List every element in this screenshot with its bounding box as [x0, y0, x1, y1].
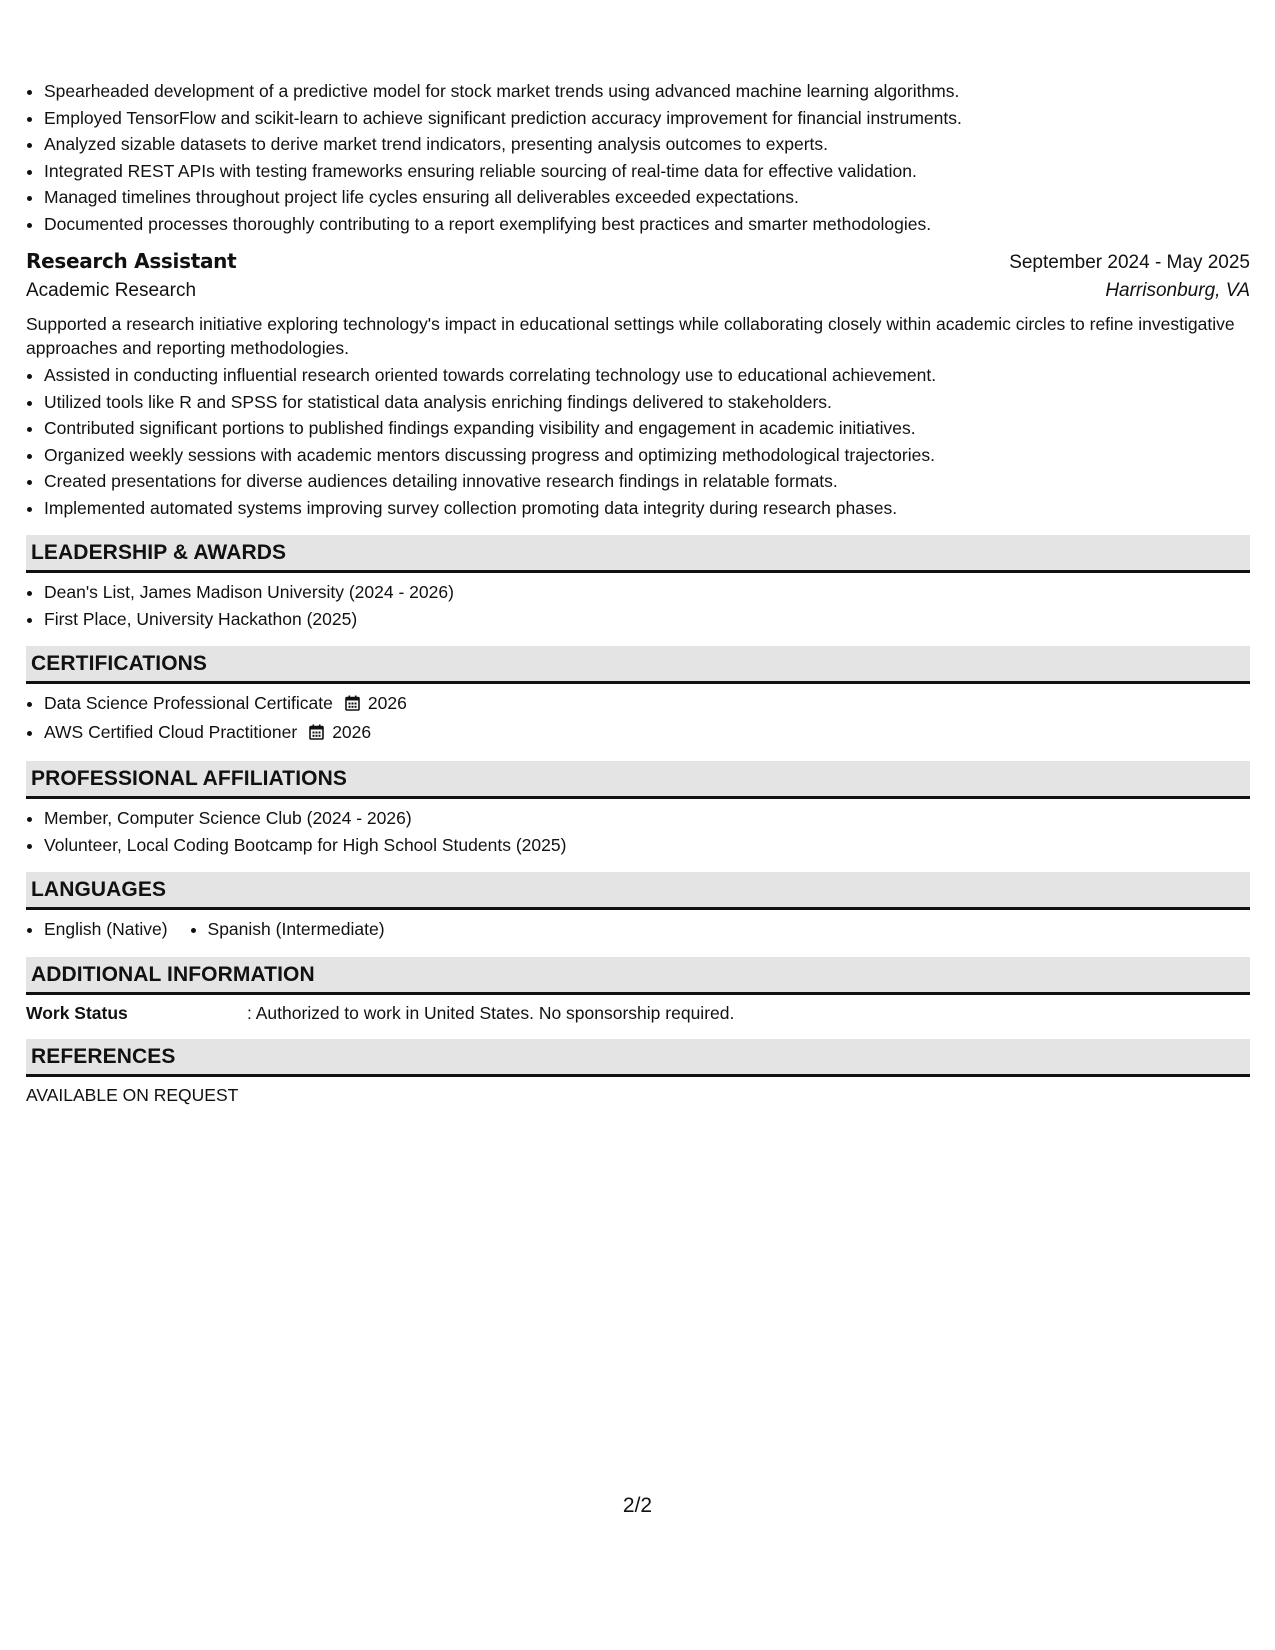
certification-name: AWS Certified Cloud Practitioner: [44, 721, 298, 742]
languages-list: [26, 916, 1250, 943]
list-item: [44, 719, 1250, 748]
job2-header: [26, 249, 1250, 274]
job2-bullet-list: [26, 362, 1250, 521]
certification-year: 2026: [332, 721, 372, 742]
job-location: Harrisonburg, VA: [1105, 280, 1250, 301]
job-title: Research Assistant: [26, 249, 237, 273]
list-item: • Integrated REST APIs with testing frameworks ensuring reliable sourcing of real-time data for effective validation.: [44, 158, 1250, 185]
calendar-icon: [309, 721, 324, 748]
list-item: • Spearheaded development of a predictive model for stock market trends using advanced machine learning algorithms.: [44, 78, 1250, 105]
leadership-list: [26, 579, 1250, 632]
list-item: • Dean's List, James Madison University (2024 - 2026): [44, 579, 1250, 606]
list-item: • Member, Computer Science Club (2024 - 2026): [44, 805, 1250, 832]
list-item: • Assisted in conducting influential research oriented towards correlating technology use to educational achievement.: [44, 362, 1250, 389]
section-heading-certifications: CERTIFICATIONS: [26, 646, 1250, 684]
section-heading-references: REFERENCES: [26, 1039, 1250, 1077]
list-item: • Utilized tools like R and SPSS for statistical data analysis enriching findings delivered to stakeholders.: [44, 389, 1250, 416]
job-dates: September 2024 - May 2025: [1009, 252, 1250, 273]
certification-year: 2026: [367, 693, 407, 713]
list-item: • Contributed significant portions to published findings expanding visibility and engagement in academic initiatives.: [44, 415, 1250, 442]
section-heading-affiliations: PROFESSIONAL AFFILIATIONS: [26, 761, 1250, 799]
job-description: Supported a research initiative exploring technology's impact in educational settings while collaborating closely within academic circles to refine investigative approaches and reporting methodologies.: [26, 314, 1235, 358]
list-item: • Created presentations for diverse audiences detailing innovative research findings in relatable formats.: [44, 468, 1250, 495]
section-heading-languages: LANGUAGES: [26, 872, 1250, 910]
affiliations-list: [26, 805, 1250, 858]
resume-page: [26, 78, 1250, 1107]
certifications-list: [26, 690, 1250, 747]
calendar-icon: [345, 692, 360, 719]
work-status-value: : Authorized to work in United States. No sponsorship required.: [247, 1002, 735, 1023]
section-heading-additional-info: ADDITIONAL INFORMATION: [26, 957, 1250, 995]
list-item: [44, 690, 1250, 719]
section-heading-leadership: LEADERSHIP & AWARDS: [26, 535, 1250, 573]
list-item: • Analyzed sizable datasets to derive market trend indicators, presenting analysis outcomes to experts.: [44, 131, 1250, 158]
list-item: • Spanish (Intermediate): [208, 916, 385, 943]
job-organization: Academic Research: [26, 280, 197, 301]
list-item: • Implemented automated systems improving survey collection promoting data integrity during research phases.: [44, 495, 1250, 522]
list-item: • Documented processes thoroughly contributing to a report exemplifying best practices and smarter methodologies.: [44, 211, 1250, 238]
work-status-label: Work Status: [26, 1002, 128, 1023]
page-number: 2/2: [622, 1494, 653, 1517]
certification-name: Data Science Professional Certificate: [44, 693, 333, 713]
list-item: • English (Native): [44, 916, 168, 943]
references-text: AVAILABLE ON REQUEST: [26, 1084, 239, 1105]
list-item: • Employed TensorFlow and scikit-learn to achieve significant prediction accuracy improvement for financial instruments.: [44, 105, 1250, 132]
list-item: • Managed timelines throughout project life cycles ensuring all deliverables exceeded expectations.: [44, 184, 1250, 211]
job2-subheader: [26, 280, 1250, 302]
job1-bullet-list: [26, 78, 1250, 237]
list-item: • Organized weekly sessions with academic mentors discussing progress and optimizing methodological trajectories.: [44, 442, 1250, 469]
list-item: • Volunteer, Local Coding Bootcamp for High School Students (2025): [44, 832, 1250, 859]
list-item: • First Place, University Hackathon (2025): [44, 606, 1250, 633]
work-status-row: [26, 1001, 1250, 1025]
